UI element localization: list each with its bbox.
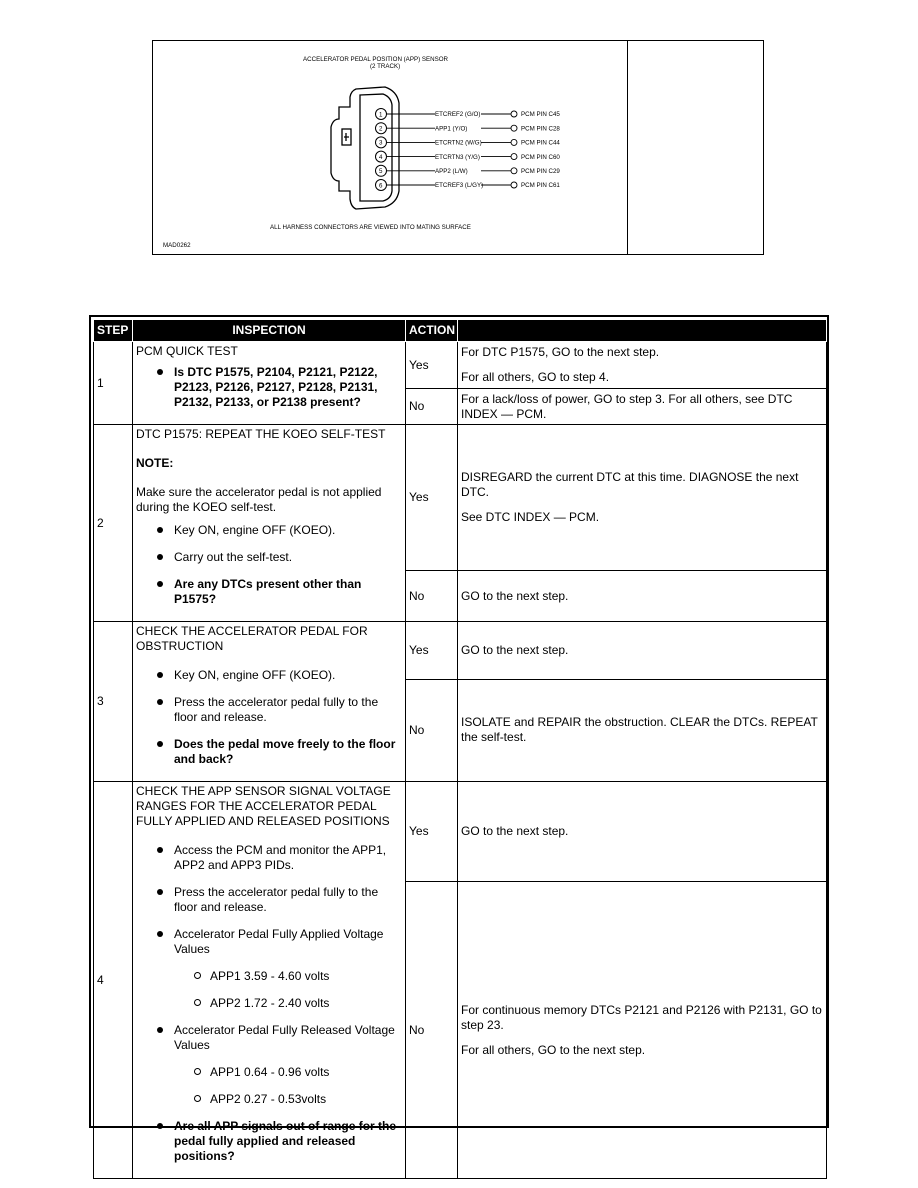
action-yes [458, 342, 827, 389]
pcm-terminal-icon [511, 111, 517, 117]
pcm-terminal-icon [511, 168, 517, 174]
step-question: Is DTC P1575, P2104, P2121, P2122, P2123, P2126, P2127, P2128, P2131, P2132, P2133, or P2138 present? [174, 365, 402, 410]
pinpoint-test-table [93, 319, 827, 1179]
step-number: 3 [94, 622, 133, 782]
pin-number: 4 [379, 153, 383, 161]
action-text: ISOLATE and REPAIR the obstruction. CLEAR the DTCs. REPEAT the self-test. [461, 715, 818, 745]
step-bullet-applied [174, 927, 402, 1011]
step-bullet: Press the accelerator pedal fully to the floor and release. [174, 695, 402, 725]
action-text: For DTC P1575, GO to the next step. [461, 345, 660, 360]
circuit-label: ETCRTN2 (W/G) [435, 139, 482, 147]
voltage-value: APP1 3.59 - 4.60 volts [210, 969, 402, 984]
pin-row [376, 151, 561, 162]
step-question: Are all APP signals out of range for the pedal fully applied and released positions? [174, 1119, 402, 1164]
figure-title: ACCELERATOR PEDAL POSITION (APP) SENSOR [303, 56, 448, 63]
answer-no: No [406, 679, 458, 781]
action-text: GO to the next step. [461, 824, 569, 839]
action-no [458, 389, 827, 425]
step-bullet: Key ON, engine OFF (KOEO). [174, 523, 402, 538]
figure-id: MAD0262 [163, 242, 191, 249]
action-text: GO to the next step. [461, 588, 569, 603]
pin-row [376, 137, 561, 148]
step-bullet: Carry out the self-test. [174, 550, 402, 565]
action-text: See DTC INDEX — PCM. [461, 510, 600, 525]
step-number: 4 [94, 782, 133, 1179]
answer-no: No [406, 882, 458, 1179]
pin-number: 6 [379, 182, 383, 190]
table-row [94, 782, 827, 882]
pin-list [376, 109, 561, 191]
step-bullet: Access the PCM and monitor the APP1, APP2 and APP3 PIDs. [174, 843, 402, 873]
step-question: Does the pedal move freely to the floor and back? [174, 737, 402, 767]
answer-yes: Yes [406, 342, 458, 389]
pcm-terminal-icon [511, 182, 517, 188]
applied-label: Accelerator Pedal Fully Applied Voltage Values [174, 927, 384, 956]
step-title: CHECK THE ACCELERATOR PEDAL FOR OBSTRUCTION [136, 624, 368, 653]
pin-number: 3 [379, 139, 383, 147]
released-label: Accelerator Pedal Fully Released Voltage Values [174, 1023, 395, 1052]
figure-footer: ALL HARNESS CONNECTORS ARE VIEWED INTO MATING SURFACE [270, 224, 471, 231]
connector-body [331, 87, 399, 209]
pin-row [376, 180, 561, 191]
header-action: ACTION [406, 320, 458, 342]
action-no [458, 882, 827, 1179]
answer-yes: Yes [406, 782, 458, 882]
action-text: For continuous memory DTCs P2121 and P2126 with P2131, GO to step 23. [461, 1002, 822, 1032]
header-inspection: INSPECTION [133, 320, 406, 342]
circuit-label: APP2 (L/W) [435, 168, 468, 175]
inspection-cell [133, 622, 406, 782]
table-row [94, 342, 827, 389]
pin-number: 2 [379, 125, 383, 133]
action-text: GO to the next step. [461, 642, 569, 657]
answer-yes: Yes [406, 425, 458, 571]
pin-number: 1 [379, 111, 383, 119]
voltage-value: APP2 0.27 - 0.53volts [210, 1092, 402, 1107]
step-title: CHECK THE APP SENSOR SIGNAL VOLTAGE RANGES FOR THE ACCELERATOR PEDAL FULLY APPLIED AND RELEASED POSITIONS [136, 784, 391, 828]
action-yes [458, 425, 827, 571]
table-row [94, 425, 827, 571]
action-no [458, 679, 827, 781]
voltage-value: APP1 0.64 - 0.96 volts [210, 1065, 402, 1080]
connector-drawing [153, 41, 765, 256]
answer-yes: Yes [406, 622, 458, 680]
pcm-pin-label: PCM PIN C60 [521, 153, 560, 161]
pin-row [376, 165, 561, 176]
circuit-label: APP1 (Y/O) [435, 125, 468, 133]
action-no [458, 571, 827, 622]
inspection-cell [133, 782, 406, 1179]
header-result [458, 320, 827, 342]
step-number: 1 [94, 342, 133, 425]
pcm-pin-label: PCM PIN C61 [521, 182, 560, 190]
note-text: Make sure the accelerator pedal is not applied during the KOEO self-test. [136, 485, 382, 514]
figure-subtitle: (2 TRACK) [370, 63, 401, 70]
answer-no: No [406, 389, 458, 425]
voltage-value: APP2 1.72 - 2.40 volts [210, 996, 402, 1011]
action-yes [458, 782, 827, 882]
pcm-pin-label: PCM PIN C29 [521, 168, 560, 175]
action-yes [458, 622, 827, 680]
answer-no: No [406, 571, 458, 622]
pcm-pin-label: PCM PIN C45 [521, 111, 560, 119]
diagnostic-table [89, 315, 829, 1163]
circuit-label: ETCREF2 (G/O) [435, 111, 481, 119]
action-text: For all others, GO to step 4. [461, 370, 610, 385]
table-row [94, 622, 827, 680]
header-step: STEP [94, 320, 133, 342]
action-text: For all others, GO to the next step. [461, 1042, 646, 1057]
inspection-cell [133, 425, 406, 622]
pcm-terminal-icon [511, 139, 517, 145]
step-title: PCM QUICK TEST [136, 344, 238, 358]
pcm-terminal-icon [511, 125, 517, 131]
table-header-row [94, 320, 827, 342]
pin-row [376, 109, 561, 120]
connector-diagram [152, 40, 764, 255]
step-bullet-released [174, 1023, 402, 1107]
action-text: For a lack/loss of power, GO to step 3. For all others, see DTC INDEX — PCM. [461, 391, 793, 421]
circuit-label: ETCRTN3 (Y/G) [435, 153, 480, 161]
note-heading: NOTE: [136, 456, 174, 470]
pcm-terminal-icon [511, 154, 517, 160]
step-bullet: Key ON, engine OFF (KOEO). [174, 668, 402, 683]
inspection-cell [133, 342, 406, 425]
action-text: DISREGARD the current DTC at this time. DIAGNOSE the next DTC. [461, 470, 799, 500]
step-bullet: Press the accelerator pedal fully to the floor and release. [174, 885, 402, 915]
pin-number: 5 [379, 168, 383, 176]
step-question: Are any DTCs present other than P1575? [174, 577, 402, 607]
step-number: 2 [94, 425, 133, 622]
pcm-pin-label: PCM PIN C44 [521, 139, 560, 147]
pin-row [376, 123, 561, 134]
step-title: DTC P1575: REPEAT THE KOEO SELF-TEST [136, 427, 386, 441]
pcm-pin-label: PCM PIN C28 [521, 125, 560, 133]
circuit-label: ETCREF3 (L/GY) [435, 182, 484, 190]
